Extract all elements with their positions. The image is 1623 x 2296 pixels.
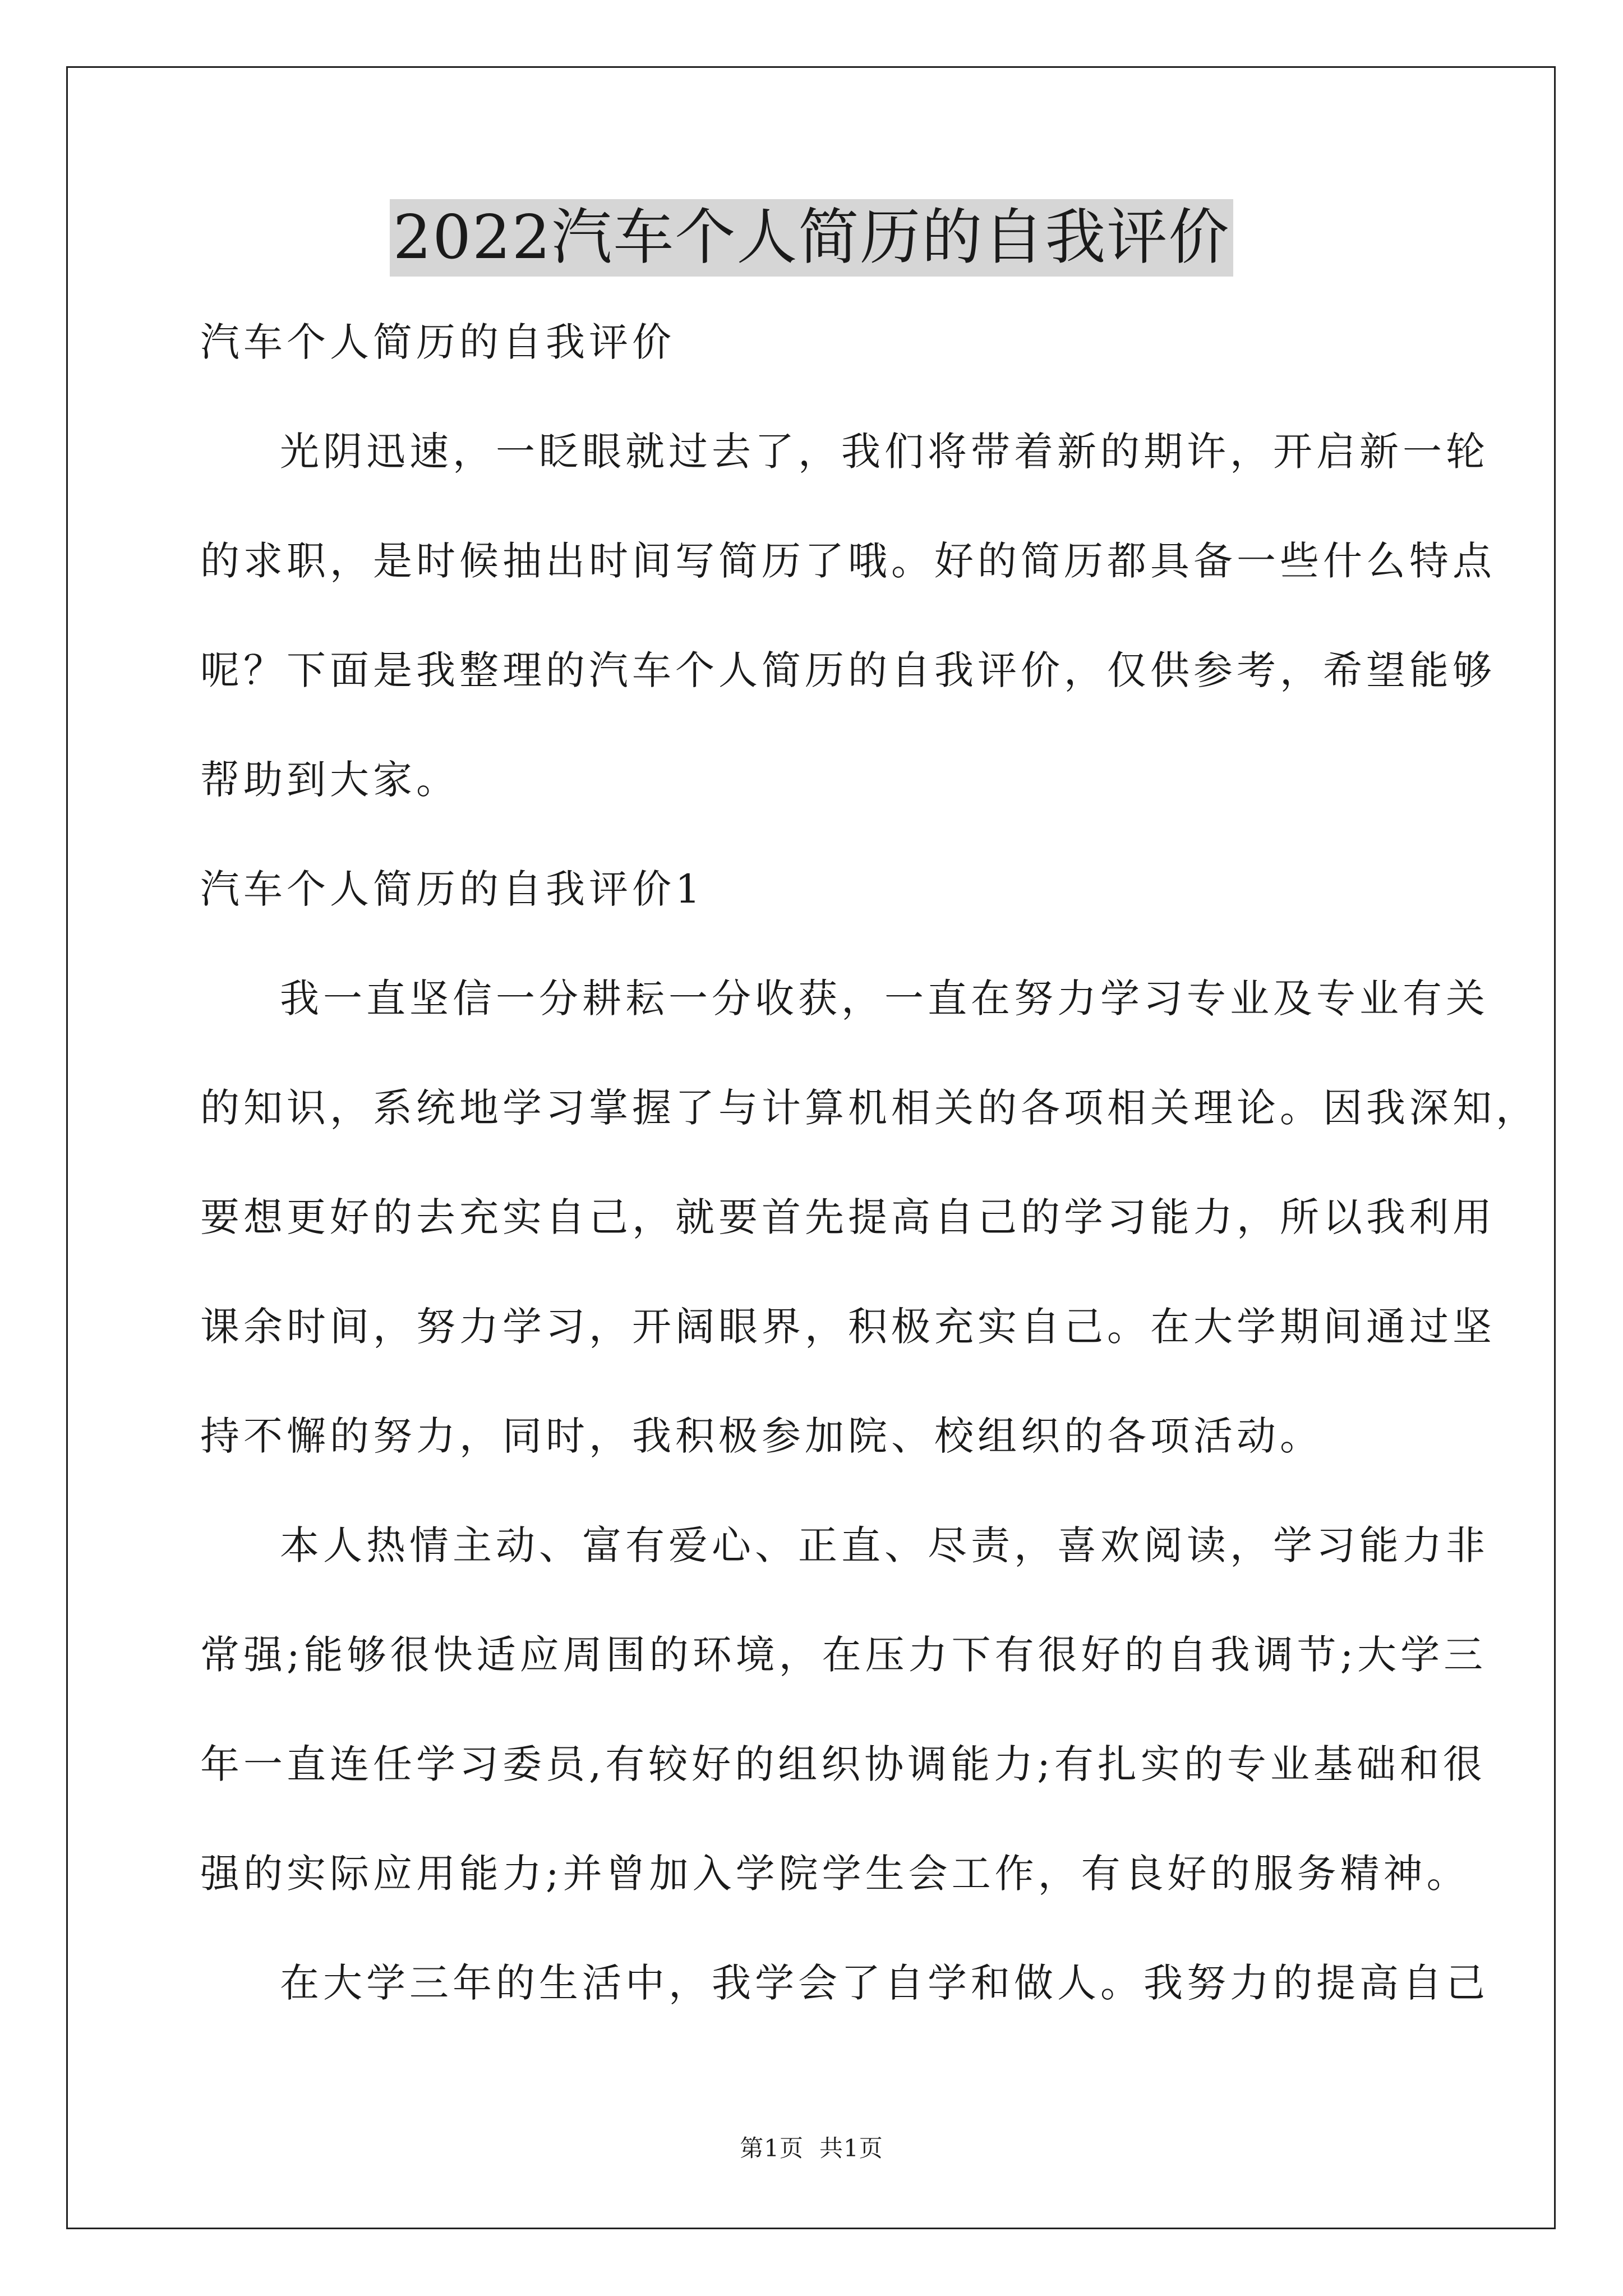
page-number-current: 第1页: [740, 2134, 804, 2162]
page-footer: [0, 2134, 1623, 2162]
paragraph-line: 常强;能够很快适应周围的环境，在压力下有很好的自我调节;大学三: [200, 1632, 1487, 1678]
paragraph-line: 帮助到大家。: [200, 757, 459, 803]
document-body: [200, 319, 1539, 2006]
paragraph-line: 的知识，系统地学习掌握了与计算机相关的各项相关理论。因我深知，: [200, 1085, 1539, 1131]
paragraph-line: 的求职，是时候抽出时间写简历了哦。好的简历都具备一些什么特点: [200, 538, 1496, 584]
title-container: [0, 199, 1623, 277]
page-number-total: 共1页: [819, 2134, 883, 2162]
paragraph-line: 光阴迅速，一眨眼就过去了，我们将带着新的期许，开启新一轮: [280, 429, 1489, 475]
paragraph-line: 持不懈的努力，同时，我积极参加院、校组织的各项活动。: [200, 1413, 1323, 1459]
document-title: 2022汽车个人简历的自我评价: [390, 199, 1234, 277]
paragraph-line: 本人热情主动、富有爱心、正直、尽责，喜欢阅读，学习能力非: [280, 1522, 1489, 1568]
section-heading: 汽车个人简历的自我评价1: [200, 866, 704, 912]
paragraph-line: 我一直坚信一分耕耘一分收获，一直在努力学习专业及专业有关: [280, 976, 1489, 1022]
paragraph-line: 年一直连任学习委员,有较好的组织协调能力;有扎实的专业基础和很: [200, 1741, 1486, 1787]
paragraph-line: 在大学三年的生活中，我学会了自学和做人。我努力的提高自己: [280, 1960, 1489, 2006]
paragraph-line: 要想更好的去充实自己，就要首先提高自己的学习能力，所以我利用: [200, 1194, 1496, 1240]
paragraph-line: 课余时间，努力学习，开阔眼界，积极充实自己。在大学期间通过坚: [200, 1304, 1496, 1350]
paragraph-line: 呢？下面是我整理的汽车个人简历的自我评价，仅供参考，希望能够: [200, 647, 1496, 693]
section-heading: 汽车个人简历的自我评价: [200, 319, 675, 365]
paragraph-line: 强的实际应用能力;并曾加入学院学生会工作，有良好的服务精神。: [200, 1851, 1470, 1897]
